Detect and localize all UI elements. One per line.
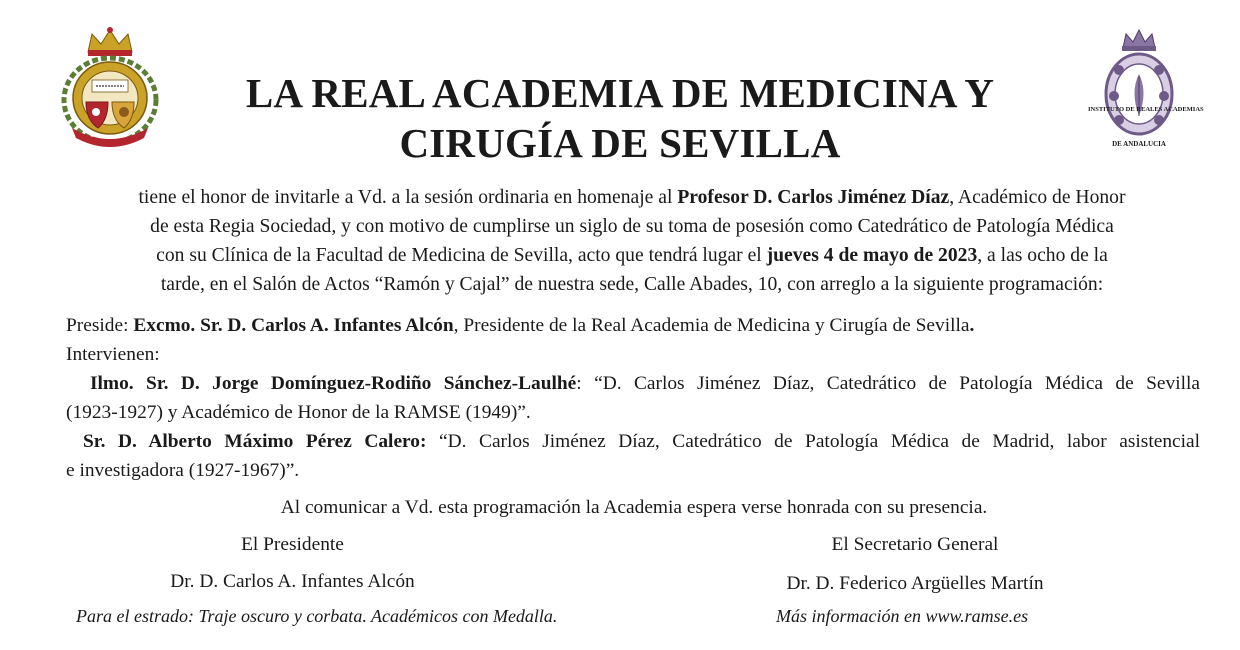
title-line-2: CIRUGÍA DE SEVILLA [399, 120, 841, 166]
royal-crest-coat-of-arms-icon [58, 24, 162, 150]
seal-text-arc: INSTITUTO DE REALES ACADEMIAS [1088, 106, 1204, 113]
closing-sentence: Al comunicar a Vd. esta programación la Academia espera verse honrada con su presencia. [280, 497, 988, 518]
academy-crest-logo [58, 24, 162, 150]
event-date: jueves 4 de mayo de 2023 [766, 245, 978, 266]
intro-line-1-c: , Académico de Honor [949, 187, 1126, 208]
president-name: Dr. D. Carlos A. Infantes Alcón [170, 571, 415, 592]
more-info-note: Más información en www.ramse.es [776, 606, 1029, 626]
page-title [180, 68, 1060, 168]
secretary-name: Dr. D. Federico Argüelles Martín [786, 573, 1044, 594]
speaker-2-text-b: e investigadora (1927-1967)”. [66, 460, 300, 481]
honoree-name: Profesor D. Carlos Jiménez Díaz [677, 187, 950, 208]
speaker-2-text-a: “D. Carlos Jiménez Díaz, Catedrático de Patología Médica de Madrid, labor asistencial [426, 431, 1200, 452]
intro-line-1-a: tiene el honor de invitarle a Vd. a la sesión ordinaria en homenaje al [138, 187, 678, 208]
institute-seal-logo [1084, 26, 1204, 156]
intro-line-2: de esta Regia Sociedad, y con motivo de cumplirse un siglo de su toma de posesión como Catedrático de Patología Médica [150, 216, 1114, 237]
secretary-signature [760, 530, 1070, 598]
speaker-2-name: Sr. D. Alberto Máximo Pérez Calero: [83, 431, 427, 452]
intro-line-3-a: con su Clínica de la Facultad de Medicina de Sevilla, acto que tendrá lugar el [156, 245, 767, 266]
president-signature [135, 530, 450, 596]
intro-line-1 [64, 183, 1200, 212]
intro-line-3-c: , a las ocho de la [977, 245, 1108, 266]
speaker-1-text-b: (1923-1927) y Académico de Honor de la RAMSE (1949)”. [66, 402, 531, 423]
preside-end: . [969, 315, 975, 336]
invitation-paragraph [64, 183, 1200, 299]
instituto-reales-academias-seal-icon [1084, 26, 1204, 156]
intro-line-4: tarde, en el Salón de Actos “Ramón y Cajal” de nuestra sede, Calle Abades, 10, con arreglo a la siguiente programación: [160, 274, 1104, 295]
preside-name: Excmo. Sr. D. Carlos A. Infantes Alcón [133, 315, 454, 336]
speaker-1-line-1 [66, 369, 1200, 398]
speaker-1-name: Ilmo. Sr. D. Jorge Domínguez-Rodiño Sánchez-Laulhé [90, 373, 577, 394]
speaker-1-text-a: : “D. Carlos Jiménez Díaz, Catedrático de Patología Médica de Sevilla [576, 373, 1200, 394]
preside-label: Preside: [66, 315, 134, 336]
title-line-1: LA REAL ACADEMIA DE MEDICINA Y [245, 70, 995, 116]
preside-role: , Presidente de la Real Academia de Medicina y Cirugía de Sevilla [453, 315, 970, 336]
seal-text-bottom: DE ANDALUCIA [1112, 140, 1166, 148]
intervienen-label: Intervienen: [66, 344, 160, 365]
president-title: El Presidente [241, 534, 344, 555]
secretary-title: El Secretario General [831, 534, 999, 555]
preside-line [66, 311, 1200, 340]
dress-code-note: Para el estrado: Traje oscuro y corbata. Académicos con Medalla. [76, 606, 558, 626]
speaker-2 [66, 427, 1200, 485]
intro-line-3 [64, 241, 1200, 270]
speaker-2-line-1 [66, 427, 1200, 456]
speaker-1 [66, 369, 1200, 427]
